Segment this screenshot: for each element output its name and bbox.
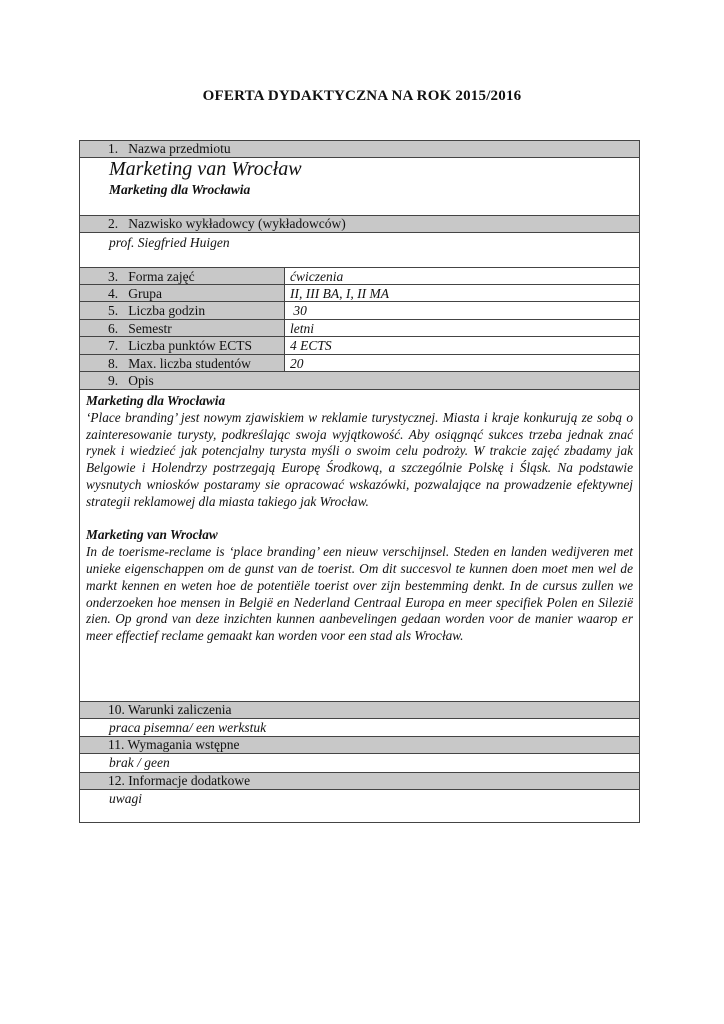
- row-value: II, III BA, I, II MA: [290, 285, 389, 301]
- section-10-header: 10. Warunki zaliczenia: [80, 701, 639, 719]
- description-pl-text: ‘Place branding’ jest nowym zjawiskiem w reklamie turystycznej. Miasta i kraje konkurują ze sobą o zainteresowanie turysty, podkreślając swoja wyjątkowość. Aby osiągnąć sukces trzeba jednak znać rynek i wiedzieć jak potencjalny turysta myśli o swoim celu podroży. W trakcie zajęć zbadamy jak Belgowie i Holendrzy postrzegają Europę Środkową, a szczególnie Polskę i Śląsk. Na podstawie wysnutych wniosków postaramy sie opracować wskazówki, pozwalające na prowadzenie efektywnej strategii reklamowej dla miasta takiego jak Wrocław.: [86, 409, 633, 509]
- prerequisites: brak / geen: [109, 755, 170, 770]
- row-label: 9. Opis: [80, 372, 285, 389]
- section-1-header: 1. Nazwa przedmiotu: [80, 141, 639, 158]
- completion-requirements: praca pisemna/ een werkstuk: [109, 720, 267, 735]
- row-value: 30: [290, 303, 307, 318]
- row-opis: [80, 372, 639, 390]
- lecturer-name: prof. Siegfried Huigen: [109, 235, 230, 250]
- row-value: letni: [290, 320, 314, 336]
- row-godzin: [80, 302, 639, 320]
- section-11-header: 11. Wymagania wstępne: [80, 736, 639, 754]
- row-forma: [80, 267, 639, 285]
- additional-info: uwagi: [109, 791, 143, 806]
- row-label: 4. Grupa: [80, 285, 285, 302]
- description-nl-text: In de toerisme-reclame is ‘place branding’ een nieuw verschijnsel. Steden en landen wedijveren met unieke eigenschappen om de gunst van de toerist. Om dit succesvol te kunnen doen moet men wel de markt kennen en weten hoe de potentiële toerist over zijn bestemming denkt. In de cursus zullen we onderzoeken hoe mensen in België en Nederland Centraal Europa en meer specifiek Polen en Silezië zien. Op grond van deze inzichten kunnen aanbevelingen gedaan worden voor de manier waarop er meer effectief reclame gemaakt kan worden voor een stad als Wrocław.: [86, 544, 633, 644]
- course-title-main: Marketing van Wrocław: [109, 158, 302, 180]
- section-2-header: 2. Nazwisko wykładowcy (wykładowców): [80, 215, 639, 233]
- section-12-header: 12. Informacje dodatkowe: [80, 772, 639, 790]
- row-value: 20: [290, 355, 304, 371]
- course-form: [79, 140, 640, 823]
- row-studentow: [80, 355, 639, 373]
- row-label: 5. Liczba godzin: [80, 302, 285, 319]
- row-value: ćwiczenia: [290, 269, 344, 284]
- row-label: 7. Liczba punktów ECTS: [80, 337, 285, 354]
- description-pl-title: Marketing dla Wrocławia: [86, 393, 226, 408]
- row-value: 4 ECTS: [290, 338, 332, 353]
- row-ects: [80, 337, 639, 355]
- course-title-sub: Marketing dla Wrocławia: [109, 182, 251, 197]
- page-title: OFERTA DYDAKTYCZNA NA ROK 2015/2016: [202, 88, 522, 104]
- row-grupa: [80, 285, 639, 303]
- row-label: 6. Semestr: [80, 320, 285, 337]
- row-semestr: [80, 320, 639, 338]
- description: [86, 393, 633, 645]
- row-label: 3. Forma zajęć: [80, 268, 285, 284]
- description-nl-title: Marketing van Wrocław: [86, 527, 218, 543]
- row-label: 8. Max. liczba studentów: [80, 355, 285, 372]
